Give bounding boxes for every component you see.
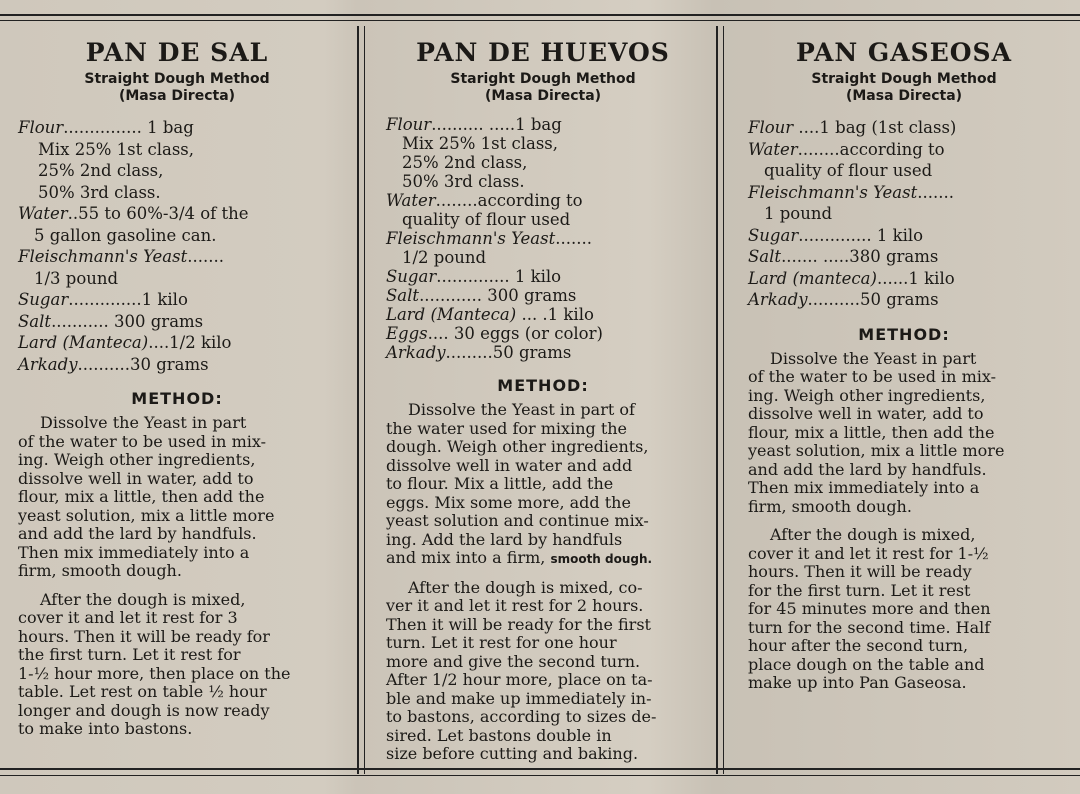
ingredient-amount: ....1/2 kilo xyxy=(148,333,232,352)
ingredient-name: Arkady xyxy=(386,343,446,362)
text-line: ing. Weigh other ingredients, xyxy=(748,385,986,405)
ingredient-name: Arkady xyxy=(18,354,78,374)
ingredient-detail: 50% 3rd class. xyxy=(402,172,525,191)
text-line: After 1/2 hour more, place on ta- xyxy=(386,670,653,689)
text-line: Dissolve the Yeast in part of xyxy=(408,400,635,419)
ingredient-amount: ....... xyxy=(555,229,592,248)
ingredient-amount: ....1 bag (1st class) xyxy=(793,118,957,137)
method-paragraph xyxy=(386,401,700,569)
ingredient-name: Sugar xyxy=(18,290,69,309)
ingredient-line xyxy=(386,229,700,248)
method-heading: METHOD: xyxy=(858,324,950,344)
method-paragraph xyxy=(386,579,700,764)
ingredient-amount: .............. 1 kilo xyxy=(436,267,562,286)
ingredient-amount: ............ 300 grams xyxy=(419,286,577,305)
text-line: Then mix immediately into a xyxy=(748,478,980,497)
ingredient-line xyxy=(18,289,336,311)
method-paragraph xyxy=(18,414,336,581)
ingredient-list xyxy=(386,115,700,362)
ingredient-detail: Mix 25% 1st class, xyxy=(38,139,195,159)
text-line: for 45 minutes more and then xyxy=(748,599,991,618)
text-line: longer and dough is now ready xyxy=(18,700,270,720)
ingredient-name: Fleischmann's Yeast xyxy=(18,247,188,266)
ingredient-amount: ... .1 kilo xyxy=(516,305,594,324)
text-line: more and give the second turn. xyxy=(386,651,641,671)
text-line: dissolve well in water and add xyxy=(386,455,633,475)
text-line: sired. Let bastons double in xyxy=(386,725,612,745)
ingredient-name: Water xyxy=(18,204,68,223)
ingredient-line xyxy=(748,246,1060,268)
text-line: ble and make up immediately in- xyxy=(386,688,652,708)
text-line: of the water to be used in mix- xyxy=(748,367,996,386)
text-line: to make into bastons. xyxy=(18,719,193,738)
ingredient-amount: .............. 1 kilo xyxy=(798,225,924,245)
ingredient-name: Salt xyxy=(18,311,52,331)
method-type: Staright Dough Method xyxy=(450,71,636,87)
ingredient-amount: ..........50 grams xyxy=(807,290,939,309)
column-divider xyxy=(716,26,724,774)
ingredient-list xyxy=(748,117,1060,311)
text-line: and add the lard by handfuls. xyxy=(18,524,257,543)
ingredient-amount: ........... 300 grams xyxy=(51,311,204,331)
ingredient-list xyxy=(18,117,336,375)
recipe-column xyxy=(748,30,1060,693)
ingredient-amount: .... 30 eggs (or color) xyxy=(427,324,603,343)
recipe-column xyxy=(18,30,336,739)
top-rule xyxy=(0,14,1080,21)
text-line: size before cutting and baking. xyxy=(386,744,639,763)
ingredient-name: Fleischmann's Yeast xyxy=(386,229,556,248)
text-line: ver it and let it rest for 2 hours. xyxy=(386,596,644,615)
bottom-rule xyxy=(0,768,1080,776)
ingredient-name: Flour xyxy=(18,118,64,137)
text-line: and add the lard by handfuls. xyxy=(748,459,987,479)
ingredient-amount: ....... xyxy=(917,182,954,202)
ingredient-amount: ..............1 kilo xyxy=(68,290,188,309)
text-line: hours. Then it will be ready for xyxy=(18,626,270,646)
ingredient-line xyxy=(386,343,700,362)
ingredient-name: Lard (Manteca) xyxy=(386,305,517,324)
ingredient-amount: ..55 to 60%-3/4 of the xyxy=(67,204,249,223)
ingredient-line xyxy=(18,354,336,376)
text-line: of the water to be used in mix- xyxy=(18,431,266,451)
text-line: dough. Weigh other ingredients, xyxy=(386,437,649,456)
ingredient-name: Eggs xyxy=(386,324,428,343)
text-line: hours. Then it will be ready xyxy=(748,562,972,581)
ingredient-amount: ........according to xyxy=(435,191,583,210)
ingredient-amount: ......1 kilo xyxy=(876,268,955,288)
text-line: dissolve well in water, add to xyxy=(18,468,254,488)
ingredient-name: Water xyxy=(748,139,798,159)
ingredient-amount: .........50 grams xyxy=(445,343,572,362)
ingredient-line xyxy=(748,289,1060,311)
ingredient-name: Salt xyxy=(386,286,420,305)
ingredient-detail: 25% 2nd class, xyxy=(402,153,528,172)
ingredient-line xyxy=(386,191,700,210)
ingredient-amount: ..........30 grams xyxy=(77,354,209,374)
text-line: the water used for mixing the xyxy=(386,418,628,438)
method-type: Straight Dough Method xyxy=(84,71,270,87)
method-type: Straight Dough Method xyxy=(811,71,997,87)
text-line: eggs. Mix some more, add the xyxy=(386,492,631,512)
ingredient-detail: quality of flour used xyxy=(764,161,933,180)
method-subtitle: (Masa Directa) xyxy=(118,88,236,104)
ingredient-detail: Mix 25% 1st class, xyxy=(402,134,559,153)
ingredient-line xyxy=(748,268,1060,290)
recipe-title: PAN GASEOSA xyxy=(795,38,1013,67)
ingredient-line xyxy=(18,203,336,225)
ingredient-name: Sugar xyxy=(386,267,437,286)
ingredient-line xyxy=(18,117,336,139)
ingredient-amount: ....... .....380 grams xyxy=(781,247,939,266)
text-line: Dissolve the Yeast in part xyxy=(40,413,247,432)
text-line: After the dough is mixed, co- xyxy=(408,577,643,597)
text-line: turn for the second time. Half xyxy=(748,617,991,637)
recipe-column xyxy=(386,30,700,764)
ingredient-line xyxy=(386,324,700,343)
method-subtitle: (Masa Directa) xyxy=(845,88,963,104)
text-line: firm, smooth dough. xyxy=(18,561,182,580)
ingredient-line xyxy=(18,332,336,354)
ingredient-amount: ....... xyxy=(187,247,224,266)
ingredient-detail: 5 gallon gasoline can. xyxy=(34,225,217,245)
text-line: 1-½ hour more, then place on the xyxy=(18,663,291,683)
ingredient-name: Salt xyxy=(748,247,782,266)
text-line: yeast solution, mix a little more xyxy=(748,441,1005,460)
text-line: make up into Pan Gaseosa. xyxy=(748,673,967,692)
ingredient-line xyxy=(18,311,336,333)
ingredient-amount: ............... 1 bag xyxy=(63,118,194,137)
ingredient-detail: 1/3 pound xyxy=(34,268,119,288)
ingredient-name: Sugar xyxy=(748,225,799,245)
ingredient-line xyxy=(386,115,700,134)
ingredient-name: Lard (manteca) xyxy=(748,268,877,288)
text-line: cover it and let it rest for 1-½ xyxy=(748,543,989,563)
ingredient-name: Flour xyxy=(386,115,432,134)
ingredient-line xyxy=(386,286,700,305)
text-line: for the first turn. Let it rest xyxy=(748,580,971,600)
recipe-title: PAN DE HUEVOS xyxy=(416,38,670,67)
method-heading: METHOD: xyxy=(131,389,223,408)
ingredient-line xyxy=(386,305,700,324)
ingredient-line xyxy=(386,267,700,286)
text-line-tail: smooth dough. xyxy=(550,552,653,566)
text-line: and mix into a firm, xyxy=(386,548,546,567)
ingredient-name: Water xyxy=(386,191,436,210)
text-line: Then mix immediately into a xyxy=(18,542,250,562)
ingredient-detail: 1/2 pound xyxy=(402,248,487,267)
method-paragraph xyxy=(748,350,1060,517)
ingredient-name: Arkady xyxy=(748,290,808,309)
ingredient-name: Lard (Manteca) xyxy=(18,333,149,352)
text-line: ing. Weigh other ingredients, xyxy=(18,450,256,469)
text-line: firm, smooth dough. xyxy=(748,496,912,516)
ingredient-amount: ........according to xyxy=(797,139,945,159)
ingredient-line xyxy=(748,139,1060,161)
ingredient-detail: 1 pound xyxy=(764,204,833,223)
ingredient-amount: .......... .....1 bag xyxy=(431,115,562,134)
text-line: yeast solution, mix a little more xyxy=(18,505,275,525)
method-subtitle: (Masa Directa) xyxy=(484,88,602,104)
text-line: flour, mix a little, then add the xyxy=(18,487,265,506)
text-line: cover it and let it rest for 3 xyxy=(18,608,238,627)
column-divider xyxy=(357,26,365,774)
ingredient-line xyxy=(18,246,336,268)
text-line: yeast solution and continue mix- xyxy=(386,511,649,530)
recipe-title: PAN DE SAL xyxy=(85,38,269,67)
text-line: the first turn. Let it rest for xyxy=(18,645,241,664)
text-line: flour, mix a little, then add the xyxy=(748,422,995,442)
text-line: ing. Add the lard by handfuls xyxy=(386,529,623,549)
method-paragraph xyxy=(748,526,1060,693)
text-line: Then it will be ready for the first xyxy=(386,614,651,634)
ingredient-detail: 50% 3rd class. xyxy=(38,182,161,202)
ingredient-name: Fleischmann's Yeast xyxy=(748,182,918,202)
ingredient-detail: quality of flour used xyxy=(402,210,571,229)
ingredient-line xyxy=(748,225,1060,247)
text-line: to flour. Mix a little, add the xyxy=(386,474,614,493)
text-line: After the dough is mixed, xyxy=(770,525,976,544)
method-heading: METHOD: xyxy=(497,376,589,395)
text-line: turn. Let it rest for one hour xyxy=(386,633,617,652)
ingredient-detail: 25% 2nd class, xyxy=(38,161,164,180)
text-line: place dough on the table and xyxy=(748,654,985,674)
text-line: hour after the second turn, xyxy=(748,636,969,655)
text-line: After the dough is mixed, xyxy=(40,589,246,609)
text-line: Dissolve the Yeast in part xyxy=(770,348,977,368)
ingredient-line xyxy=(748,117,1060,139)
text-line: to bastons, according to sizes de- xyxy=(386,707,657,726)
text-line: dissolve well in water, add to xyxy=(748,404,984,423)
text-line: table. Let rest on table ½ hour xyxy=(18,682,267,701)
method-paragraph xyxy=(18,591,336,739)
ingredient-line xyxy=(748,182,1060,204)
ingredient-name: Flour xyxy=(748,118,794,137)
